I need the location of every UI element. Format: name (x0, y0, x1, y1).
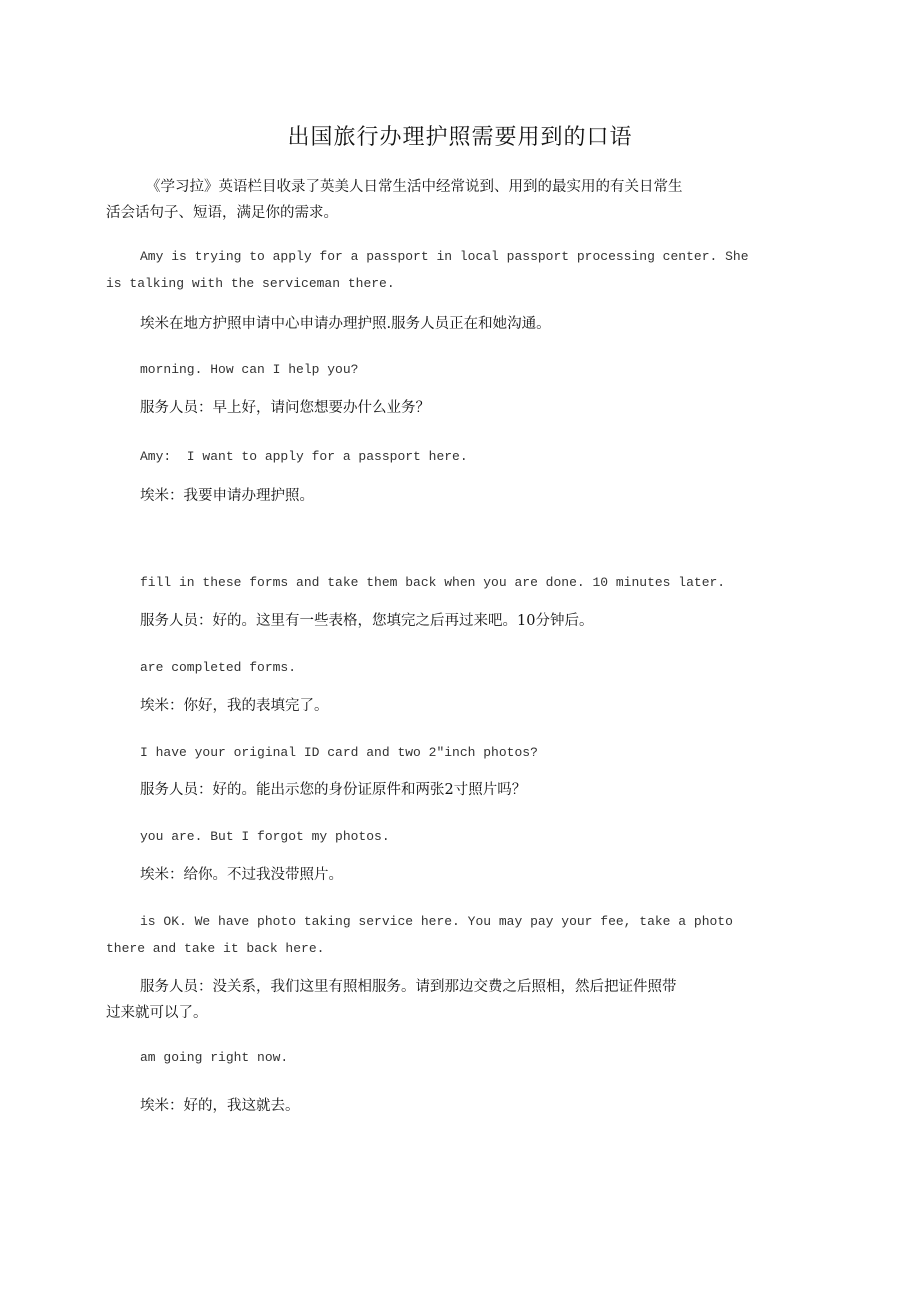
english-line: morning. How can I help you? (140, 362, 359, 377)
chinese-line: 服务人员：好的。这里有一些表格，您填完之后再过来吧。10分钟后。 (140, 613, 594, 629)
chinese-paragraph (106, 1093, 816, 1119)
chinese-line: 过来就可以了。 (106, 1005, 208, 1021)
chinese-line: 埃米：你好，我的表填完了。 (140, 698, 329, 714)
chinese-paragraph (106, 693, 816, 719)
chinese-paragraph (106, 974, 816, 1026)
chinese-paragraph (106, 311, 816, 337)
english-paragraph (106, 1044, 816, 1071)
english-line: is talking with the serviceman there. (106, 276, 395, 291)
chinese-line: 服务人员：没关系，我们这里有照相服务。请到那边交费之后照相，然后把证件照带 (140, 979, 677, 995)
english-paragraph (106, 243, 816, 297)
chinese-line: 埃米：给你。不过我没带照片。 (140, 867, 343, 883)
english-paragraph (106, 654, 816, 681)
chinese-paragraph (106, 777, 816, 803)
chinese-line: 服务人员：早上好，请问您想要办什么业务？ (140, 400, 430, 416)
chinese-line: 埃米在地方护照申请中心申请办理护照.服务人员正在和她沟通。 (140, 316, 551, 332)
chinese-paragraph (106, 395, 816, 421)
chinese-line: 服务人员：好的。能出示您的身份证原件和两张2寸照片吗？ (140, 782, 527, 798)
english-paragraph (106, 443, 816, 470)
english-line: fill in these forms and take them back when you are done. 10 minutes later. (140, 575, 726, 590)
english-paragraph (106, 823, 816, 850)
document-title: 出国旅行办理护照需要用到的口语 (287, 125, 633, 150)
english-line: is OK. We have photo taking service here. You may pay your fee, take a photo (140, 914, 733, 929)
english-paragraph (106, 739, 816, 766)
english-line: Amy is trying to apply for a passport in local passport processing center. She (140, 249, 749, 264)
english-line: I have your original ID card and two 2"inch photos? (140, 745, 538, 760)
english-line: am going right now. (140, 1050, 289, 1065)
intro-paragraph (106, 174, 816, 226)
english-line: there and take it back here. (106, 941, 325, 956)
chinese-line: 埃米：我要申请办理护照。 (140, 488, 314, 504)
english-line: Amy: I want to apply for a passport here. (140, 449, 468, 464)
chinese-paragraph (106, 862, 816, 888)
intro-line-1: 《学习拉》英语栏目收录了英美人日常生活中经常说到、用到的最实用的有关日常生 (146, 179, 683, 195)
english-line: are completed forms. (140, 660, 297, 675)
chinese-line: 埃米：好的，我这就去。 (140, 1098, 300, 1114)
english-paragraph (106, 908, 816, 962)
english-paragraph (106, 356, 816, 383)
english-line: you are. But I forgot my photos. (140, 829, 390, 844)
chinese-paragraph (106, 483, 816, 509)
english-paragraph (106, 569, 816, 596)
chinese-paragraph (106, 608, 816, 634)
intro-line-2: 活会话句子、短语，满足你的需求。 (106, 205, 338, 221)
